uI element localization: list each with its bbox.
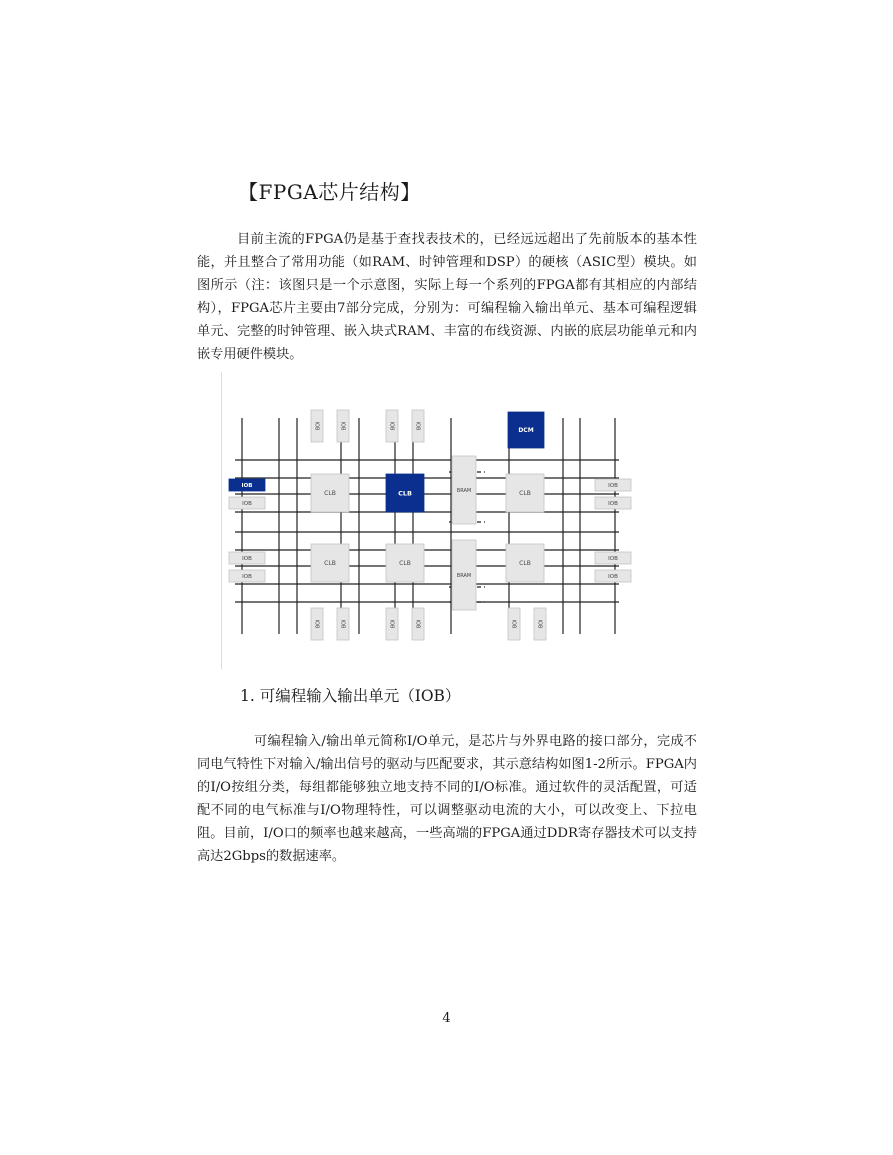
iob-bottom-label: IOB [510, 619, 517, 629]
iob-top-label: IOB [313, 421, 320, 431]
iob-left-label: IOB [242, 500, 252, 507]
iob-right-label: IOB [608, 500, 618, 507]
clb-block-label: CLB [324, 560, 336, 568]
page-number: 4 [442, 1011, 451, 1026]
iob-top-label: IOB [388, 421, 395, 431]
clb-block-highlighted-label: CLB [398, 489, 412, 498]
section-heading-iob: 1. 可编程输入输出单元（IOB） [240, 687, 461, 705]
iob-bottom-label: IOB [313, 619, 320, 629]
iob-bottom-label: IOB [536, 619, 543, 629]
iob-paragraph: 可编程输入/输出单元简称I/O单元，是芯片与外界电路的接口部分，完成不同电气特性下对输入/输出信号的驱动与匹配要求，其示意结构如图1-2所示。FPGA内的I/O按组分类，每组都能够独立地支持不同的I/O标准。通过软件的灵活配置，可适配不同的电气标准与I/O物理特性，可以调整驱动电流的大小，可以改变上、下拉电阻。目前，I/O口的频率也越来越高，一些高端的FPGA通过DDR寄存器技术可以支持高达2Gbps的数据速率。 [197, 734, 697, 864]
dcm-block-label: DCM [518, 427, 534, 435]
page-title: 【FPGA芯片结构】 [238, 180, 421, 204]
clb-block-label: CLB [519, 560, 531, 568]
clb-block-label: CLB [324, 490, 336, 498]
iob-top-label: IOB [414, 421, 421, 431]
fpga-structure-figure [221, 372, 676, 669]
iob-bottom-label: IOB [414, 619, 421, 629]
iob-bottom-label: IOB [339, 619, 346, 629]
iob-left-label: IOB [242, 573, 252, 580]
iob-left-label: IOB [242, 555, 252, 562]
iob-left-highlighted-label: IOB [241, 482, 253, 489]
logic-blocks [229, 410, 631, 640]
iob-top-label: IOB [339, 421, 346, 431]
iob-bottom-label: IOB [388, 619, 395, 629]
intro-paragraph: 目前主流的FPGA仍是基于查找表技术的，已经远远超出了先前版本的基本性能，并且整合了常用功能（如RAM、时钟管理和DSP）的硬核（ASIC型）模块。如图所示（注：该图只是一个示意图，实际上每一个系列的FPGA都有其相应的内部结构），FPGA芯片主要由7部分完成，分别为：可编程输入输出单元、基本可编程逻辑单元、完整的时钟管理、嵌入块式RAM、丰富的布线资源、内嵌的底层功能单元和内嵌专用硬件模块。 [197, 232, 697, 362]
bram-block-label: BRAM [456, 572, 472, 579]
bram-block-label: BRAM [456, 487, 472, 494]
iob-right-label: IOB [608, 555, 618, 562]
iob-right-label: IOB [608, 482, 618, 489]
clb-block-label: CLB [519, 490, 531, 498]
iob-right-label: IOB [608, 573, 618, 580]
routing-wires [235, 418, 619, 634]
clb-block-label: CLB [399, 560, 411, 568]
